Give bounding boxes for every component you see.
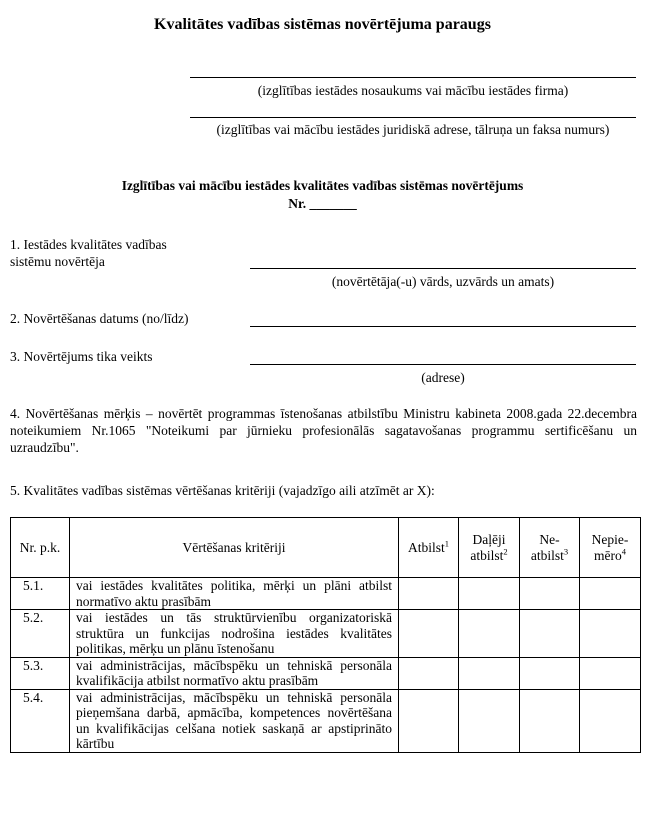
cell-na[interactable] <box>580 610 641 658</box>
header-na <box>580 518 641 578</box>
header-not-label: Ne-atbilst <box>530 532 564 563</box>
institution-name-line[interactable] <box>190 77 636 78</box>
evaluator-label: 1. Iestādes kvalitātes vadības sistēmu novērtēja <box>10 237 167 269</box>
table-header-row <box>11 518 641 578</box>
cell-partly[interactable] <box>459 610 520 658</box>
cell-complies[interactable] <box>399 610 459 658</box>
location-label: 3. Novērtējums tika veikts <box>10 349 153 364</box>
cell-complies[interactable] <box>399 578 459 610</box>
header-complies <box>399 518 459 578</box>
row-criterion: vai iestādes un tās struktūrvienību organizatoriskā struktūra un funkcijas nodrošina iestādes kvalitātes politikas, mērķu un plānu īstenošanu <box>70 610 399 658</box>
cell-not[interactable] <box>520 610 580 658</box>
subtitle-line-1: Izglītības vai mācību iestādes kvalitātes vadības sistēmas novērtējums <box>121 178 524 193</box>
table-row <box>11 657 641 689</box>
subtitle-number: Nr. _______ <box>288 196 357 211</box>
table-row <box>11 689 641 752</box>
header-complies-footnote: 1 <box>444 538 449 549</box>
document-title: Kvalitātes vadības sistēmas novērtējuma paraugs <box>154 16 491 33</box>
location-line[interactable] <box>250 364 636 365</box>
row-criterion: vai iestādes kvalitātes politika, mērķi un plāni atbilst normatīvo aktu prasībām <box>70 578 399 610</box>
cell-partly[interactable] <box>459 657 520 689</box>
cell-na[interactable] <box>580 689 641 752</box>
cell-na[interactable] <box>580 657 641 689</box>
table-row <box>11 610 641 658</box>
institution-address-caption: (izglītības vai mācību iestādes juridiskā adrese, tālruņa un faksa numurs) <box>216 122 610 137</box>
row-number: 5.4. <box>11 689 70 752</box>
header-complies-label: Atbilst <box>407 539 445 555</box>
row-criterion: vai administrācijas, mācībspēku un tehniskā personāla pieņemšana darbā, apmācība, kompetences novērtēšana un kvalifikācijas celšana notiek saskaņā ar apstiprināto kārtību <box>70 689 399 752</box>
cell-not[interactable] <box>520 689 580 752</box>
header-partly-label: Daļēji atbilst <box>470 532 506 563</box>
header-not-footnote: 3 <box>563 546 569 556</box>
date-line[interactable] <box>250 326 636 327</box>
institution-address-line[interactable] <box>190 117 636 118</box>
institution-name-caption: (izglītības iestādes nosaukums vai mācību iestādes firma) <box>257 83 569 98</box>
row-number: 5.1. <box>11 578 70 610</box>
cell-na[interactable] <box>580 578 641 610</box>
header-criteria: Vērtēšanas kritēriji <box>70 518 399 578</box>
header-partly-footnote: 2 <box>503 546 508 556</box>
criteria-intro: 5. Kvalitātes vadības sistēmas vērtēšanas kritēriji (vajadzīgo aili atzīmēt ar X): <box>10 483 435 498</box>
table-row <box>11 578 641 610</box>
row-number: 5.2. <box>11 610 70 658</box>
header-num: Nr. p.k. <box>11 518 70 578</box>
row-criterion: vai administrācijas, mācībspēku un tehniskā personāla kvalifikācija atbilst normatīvo aktu prasībām <box>70 657 399 689</box>
date-label: 2. Novērtēšanas datums (no/līdz) <box>10 311 189 326</box>
cell-partly[interactable] <box>459 578 520 610</box>
criteria-table <box>10 517 641 753</box>
cell-not[interactable] <box>520 657 580 689</box>
row-number: 5.3. <box>11 657 70 689</box>
evaluator-caption: (novērtētāja(-u) vārds, uzvārds un amats) <box>331 274 555 289</box>
cell-complies[interactable] <box>399 689 459 752</box>
purpose-paragraph: 4. Novērtēšanas mērķis – novērtēt programmas īstenošanas atbilstību Ministru kabineta 2008.gada 22.decembra noteikumiem Nr.1065 "Noteikumi par jūrnieku profesionālās sagatavošanas programmu sertificēšanu un uzraudzību". <box>10 406 637 455</box>
location-caption: (adrese) <box>421 370 465 385</box>
evaluator-line[interactable] <box>250 268 636 269</box>
header-na-footnote: 4 <box>621 546 626 556</box>
header-not <box>520 518 580 578</box>
header-partly <box>459 518 520 578</box>
cell-not[interactable] <box>520 578 580 610</box>
cell-complies[interactable] <box>399 657 459 689</box>
header-na-label: Nepie-mēro <box>591 532 629 563</box>
evaluation-subtitle <box>0 177 645 213</box>
cell-partly[interactable] <box>459 689 520 752</box>
